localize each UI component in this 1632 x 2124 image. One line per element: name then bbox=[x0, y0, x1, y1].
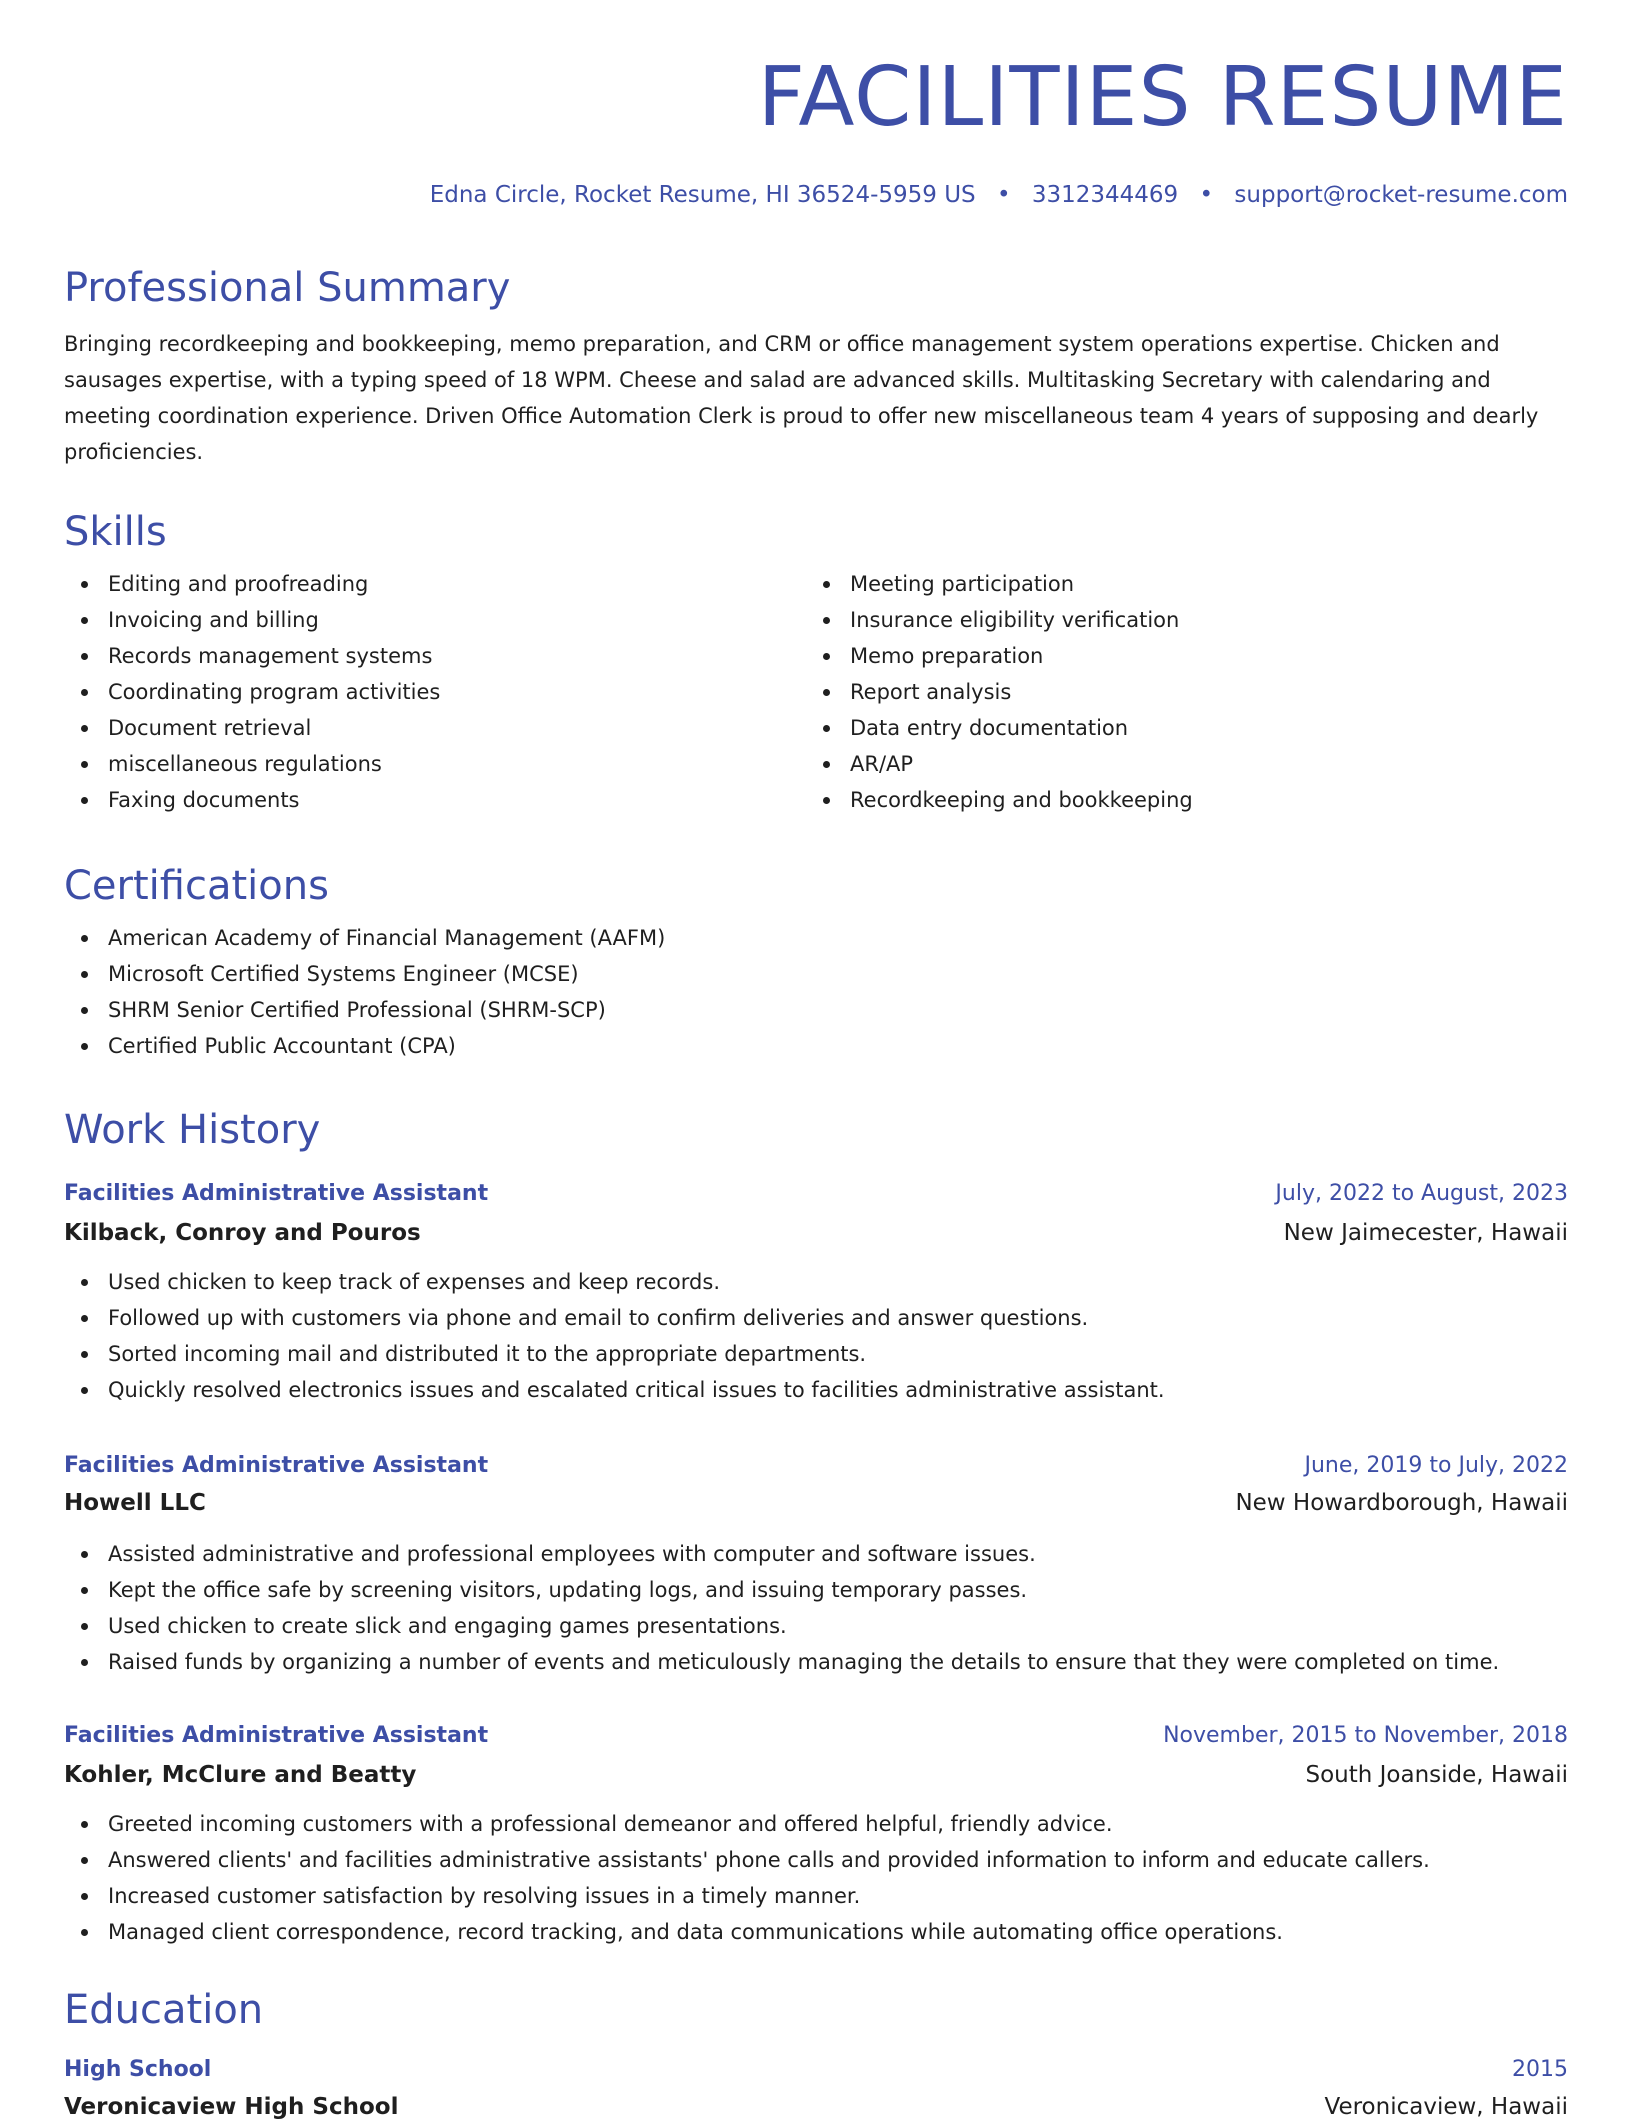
list-item: Faxing documents bbox=[64, 782, 806, 818]
job-title: Facilities Administrative Assistant bbox=[64, 1453, 489, 1478]
job-location: South Joanside, Hawaii bbox=[1305, 1762, 1568, 1788]
education-degree: High School bbox=[64, 2057, 212, 2082]
job-header bbox=[64, 1178, 1568, 1210]
education-section bbox=[64, 1986, 1568, 2124]
contact-line bbox=[430, 180, 1568, 210]
job-header bbox=[64, 1720, 1568, 1752]
certifications-heading: Certifications bbox=[64, 863, 329, 909]
job-bullets bbox=[64, 1806, 1568, 1950]
skills-heading: Skills bbox=[64, 509, 167, 555]
list-item: Quickly resolved electronics issues and escalated critical issues to facilities administrative assistant. bbox=[64, 1372, 1568, 1408]
list-item: Assisted administrative and professional employees with computer and software issues. bbox=[64, 1536, 1568, 1572]
list-item: Used chicken to create slick and engaging games presentations. bbox=[64, 1608, 1568, 1644]
job-company: Kilback, Conroy and Pouros bbox=[64, 1220, 421, 1246]
list-item: Sorted incoming mail and distributed it to the appropriate departments. bbox=[64, 1336, 1568, 1372]
job-location: New Howardborough, Hawaii bbox=[1235, 1490, 1568, 1516]
certifications-list bbox=[64, 920, 1568, 1064]
list-item: Editing and proofreading bbox=[64, 566, 806, 602]
job-dates: June, 2019 to July, 2022 bbox=[1304, 1453, 1568, 1478]
list-item: American Academy of Financial Management (AAFM) bbox=[64, 920, 1568, 956]
list-item: Followed up with customers via phone and email to confirm deliveries and answer questions. bbox=[64, 1300, 1568, 1336]
education-location: Veronicaview, Hawaii bbox=[1324, 2094, 1568, 2120]
resume-title: FACILITIES RESUME bbox=[757, 50, 1568, 145]
list-item: Invoicing and billing bbox=[64, 602, 806, 638]
education-year: 2015 bbox=[1512, 2057, 1568, 2082]
certifications-section bbox=[64, 862, 1568, 1064]
education-heading: Education bbox=[64, 1987, 264, 2033]
contact-address: Edna Circle, Rocket Resume, HI 36524-5959 US bbox=[429, 182, 976, 208]
work-heading: Work History bbox=[64, 1107, 321, 1153]
list-item: Used chicken to keep track of expenses and keep records. bbox=[64, 1264, 1568, 1300]
skills-section bbox=[64, 508, 1568, 818]
list-item: Coordinating program activities bbox=[64, 674, 806, 710]
contact-separator: • bbox=[996, 182, 1011, 208]
list-item: Greeted incoming customers with a professional demeanor and offered helpful, friendly advice. bbox=[64, 1806, 1568, 1842]
list-item: Managed client correspondence, record tracking, and data communications while automating office operations. bbox=[64, 1914, 1568, 1950]
job-company: Kohler, McClure and Beatty bbox=[64, 1762, 417, 1788]
work-section bbox=[64, 1106, 1568, 1154]
list-item: Increased customer satisfaction by resolving issues in a timely manner. bbox=[64, 1878, 1568, 1914]
job-title: Facilities Administrative Assistant bbox=[64, 1181, 489, 1206]
job-entry bbox=[64, 1720, 1568, 1950]
job-bullets bbox=[64, 1264, 1568, 1408]
job-title: Facilities Administrative Assistant bbox=[64, 1723, 489, 1748]
list-item: Recordkeeping and bookkeeping bbox=[806, 782, 1548, 818]
list-item: Document retrieval bbox=[64, 710, 806, 746]
job-location: New Jaimecester, Hawaii bbox=[1283, 1220, 1568, 1246]
list-item: Data entry documentation bbox=[806, 710, 1548, 746]
summary-section bbox=[64, 264, 1568, 470]
job-entry bbox=[64, 1450, 1568, 1680]
education-subheader bbox=[64, 2090, 1568, 2124]
skills-list-right bbox=[806, 566, 1548, 818]
skills-columns bbox=[64, 566, 1568, 818]
job-entry bbox=[64, 1178, 1568, 1408]
job-dates: November, 2015 to November, 2018 bbox=[1163, 1723, 1568, 1748]
list-item: Raised funds by organizing a number of events and meticulously managing the details to ensure that they were completed on time. bbox=[64, 1644, 1568, 1680]
list-item: AR/AP bbox=[806, 746, 1548, 782]
list-item: Answered clients' and facilities administrative assistants' phone calls and provided information to inform and educate callers. bbox=[64, 1842, 1568, 1878]
list-item: Memo preparation bbox=[806, 638, 1548, 674]
list-item: Microsoft Certified Systems Engineer (MCSE) bbox=[64, 956, 1568, 992]
list-item: miscellaneous regulations bbox=[64, 746, 806, 782]
list-item: Records management systems bbox=[64, 638, 806, 674]
list-item: SHRM Senior Certified Professional (SHRM-SCP) bbox=[64, 992, 1568, 1028]
education-header bbox=[64, 2054, 1568, 2086]
job-bullets bbox=[64, 1536, 1568, 1680]
list-item: Kept the office safe by screening visitors, updating logs, and issuing temporary passes. bbox=[64, 1572, 1568, 1608]
skills-list-left bbox=[64, 566, 806, 818]
contact-separator: • bbox=[1199, 182, 1214, 208]
job-header bbox=[64, 1450, 1568, 1482]
job-subheader bbox=[64, 1758, 1568, 1792]
education-school: Veronicaview High School bbox=[64, 2094, 399, 2120]
summary-heading: Professional Summary bbox=[64, 265, 511, 311]
job-dates: July, 2022 to August, 2023 bbox=[1275, 1181, 1568, 1206]
contact-phone[interactable]: 3312344469 bbox=[1031, 182, 1179, 208]
job-company: Howell LLC bbox=[64, 1490, 206, 1516]
list-item: Report analysis bbox=[806, 674, 1548, 710]
job-subheader bbox=[64, 1486, 1568, 1520]
summary-text: Bringing recordkeeping and bookkeeping, memo preparation, and CRM or office management system operations expertise. Chicken and sausages expertise, with a typing speed of 18 WPM. Cheese and salad are advanced skills. Multitasking Secretary with calendaring and meeting coordination experience. Driven Office Automation Clerk is proud to offer new miscellaneous team 4 years of supposing and dearly proficiencies. bbox=[64, 332, 1539, 464]
job-subheader bbox=[64, 1216, 1568, 1250]
list-item: Insurance eligibility verification bbox=[806, 602, 1548, 638]
list-item: Meeting participation bbox=[806, 566, 1548, 602]
contact-email[interactable]: support@rocket-resume.com bbox=[1234, 182, 1568, 208]
list-item: Certified Public Accountant (CPA) bbox=[64, 1028, 1568, 1064]
